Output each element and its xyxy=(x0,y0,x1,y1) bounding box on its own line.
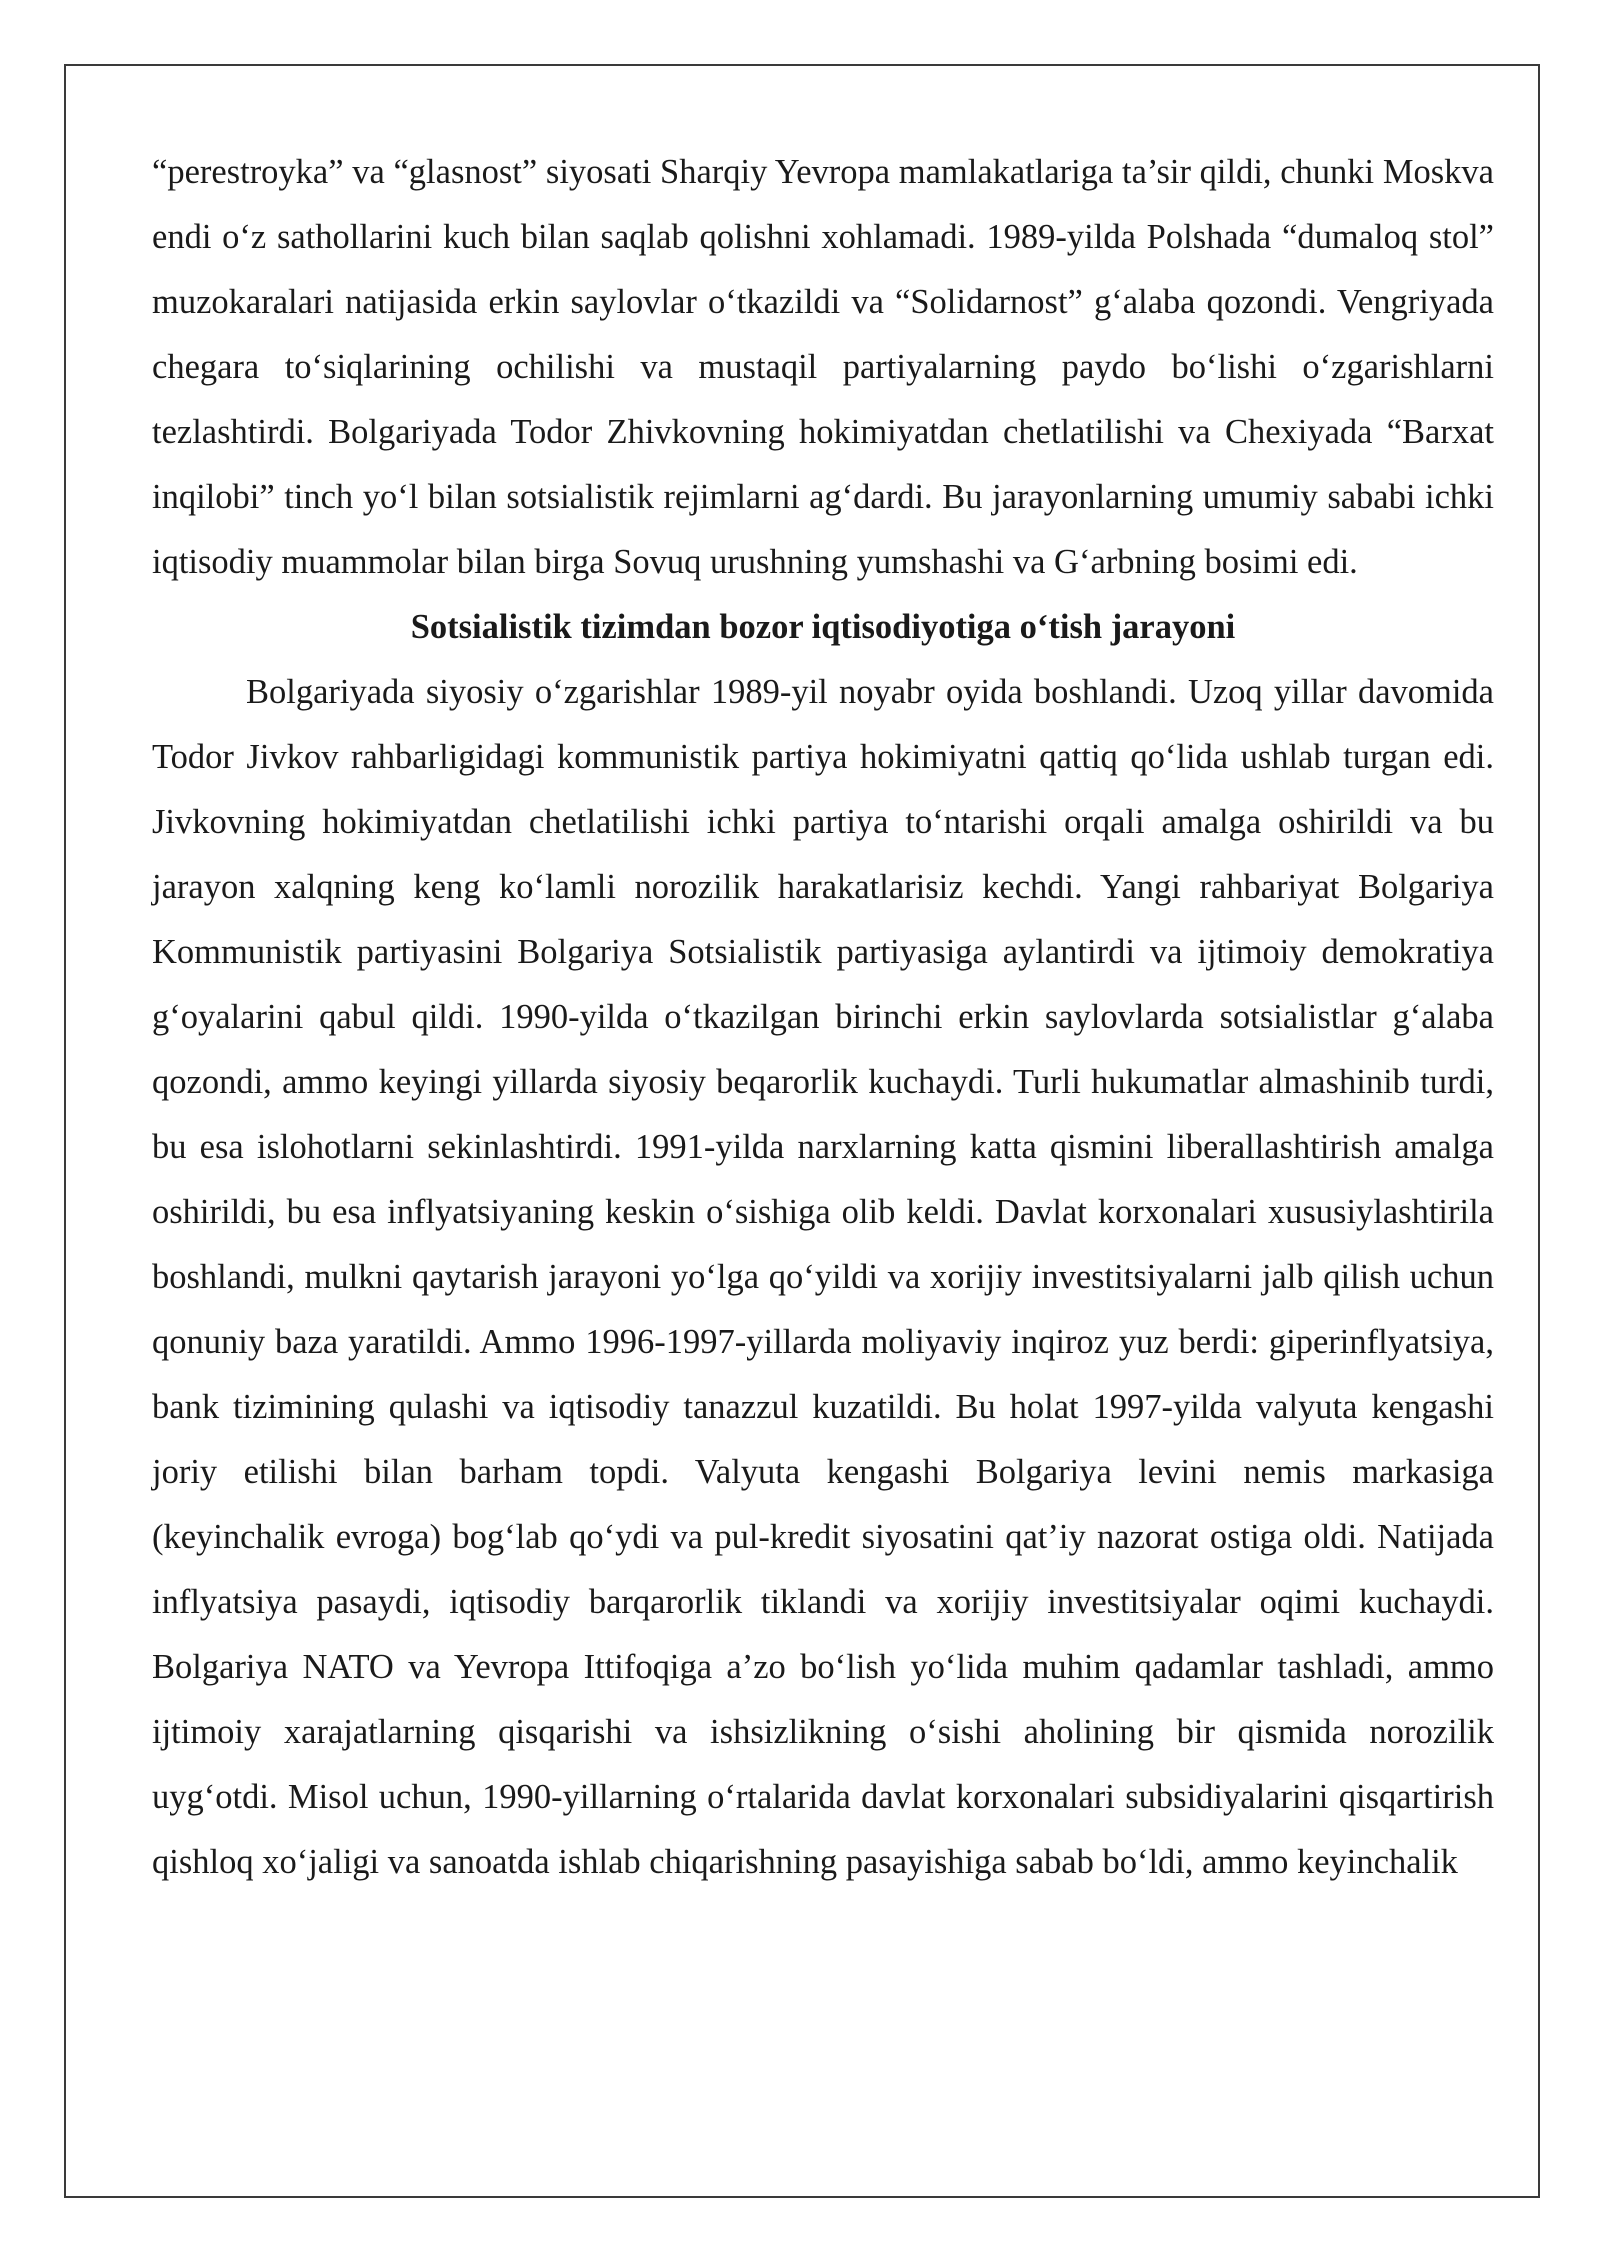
body-paragraph-2: Bolgariyada siyosiy o‘zgarishlar 1989-yil noyabr oyida boshlandi. Uzoq yillar davomida Todor Jivkov rahbarligidagi kommunistik partiya hokimiyatni qattiq qo‘lida ushlab turgan edi. Jivkovning hokimiyatdan chetlatilishi ichki partiya to‘ntarishi orqali amalga oshirildi va bu jarayon xalqning keng ko‘lamli norozilik harakatlarisiz kechdi. Yangi rahbariyat Bolgariya Kommunistik partiyasini Bolgariya Sotsialistik partiyasiga aylantirdi va ijtimoiy demokratiya g‘oyalarini qabul qildi. 1990-yilda o‘tkazilgan birinchi erkin saylovlarda sotsialistlar g‘alaba qozondi, ammo keyingi yillarda siyosiy beqarorlik kuchaydi. Turli hukumatlar almashinib turdi, bu esa islohotlarni sekinlashtirdi. 1991-yilda narxlarning katta qismini liberallashtirish amalga oshirildi, bu esa inflyatsiyaning keskin o‘sishiga olib keldi. Davlat korxonalari xususiylashtirila boshlandi, mulkni qaytarish jarayoni yo‘lga qo‘yildi va xorijiy investitsiyalarni jalb qilish uchun qonuniy baza yaratildi. Ammo 1996-1997-yillarda moliyaviy inqiroz yuz berdi: giperinflyatsiya, bank tizimining qulashi va iqtisodiy tanazzul kuzatildi. Bu holat 1997-yilda valyuta kengashi joriy etilishi bilan barham topdi. Valyuta kengashi Bolgariya levini nemis markasiga (keyinchalik evroga) bog‘lab qo‘ydi va pul-kredit siyosatini qat’iy nazorat ostiga oldi. Natijada inflyatsiya pasaydi, iqtisodiy barqarorlik tiklandi va xorijiy investitsiyalar oqimi kuchaydi. Bolgariya NATO va Yevropa Ittifoqiga a’zo bo‘lish yo‘lida muhim qadamlar tashladi, ammo ijtimoiy xarajatlarning qisqarishi va ishsizlikning o‘sishi aholining bir qismida norozilik uyg‘otdi. Misol uchun, 1990-yillarning o‘rtalarida davlat korxonalari subsidiyalarini qisqartirish qishloq xo‘jaligi va sanoatda ishlab chiqarishning pasayishiga sabab bo‘ldi, ammo keyinchalik xyxy=(152,673,1494,1881)
section-heading: Sotsialistik tizimdan bozor iqtisodiyotiga o‘tish jarayoni xyxy=(410,608,1236,646)
document-body xyxy=(152,140,1494,1895)
body-paragraph-1: “perestroyka” va “glasnost” siyosati Sharqiy Yevropa mamlakatlariga ta’sir qildi, chunki Moskva endi o‘z sathollarini kuch bilan saqlab qolishni xohlamadi. 1989-yilda Polshada “dumaloq stol” muzokaralari natijasida erkin saylovlar o‘tkazildi va “Solidarnost” g‘alaba qozondi. Vengriyada chegara to‘siqlarining ochilishi va mustaqil partiyalarning paydo bo‘lishi o‘zgarishlarni tezlashtirdi. Bolgariyada Todor Zhivkovning hokimiyatdan chetlatilishi va Chexiyada “Barxat inqilobi” tinch yo‘l bilan sotsialistik rejimlarni ag‘dardi. Bu jarayonlarning umumiy sababi ichki iqtisodiy muammolar bilan birga Sovuq urushning yumshashi va G‘arbning bosimi edi. xyxy=(152,153,1494,581)
